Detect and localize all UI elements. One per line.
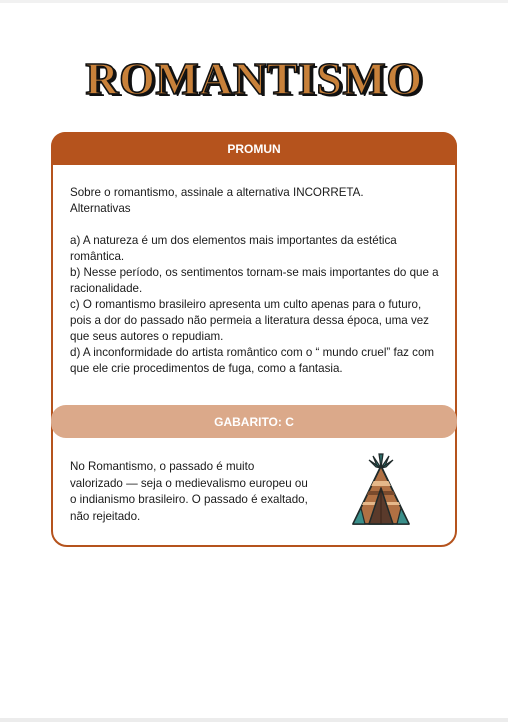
teepee-icon [349, 452, 413, 528]
card-header: PROMUN [51, 132, 457, 165]
answer-key: GABARITO: C [51, 405, 457, 438]
top-edge [0, 0, 508, 3]
alternative-d: d) A inconformidade do artista romântico com o “ mundo cruel” faz com que ele crie procedimentos de fuga, como a fantasia. [70, 346, 435, 375]
question-text [70, 185, 442, 377]
alternative-c: c) O romantismo brasileiro apresenta um culto apenas para o futuro, pois a dor do passado não permeia a literatura dessa época, uma vez que seus autores o repudiam. [70, 298, 429, 343]
question-card [51, 132, 457, 547]
alternatives-label: Alternativas [70, 202, 131, 215]
question-prompt: Sobre o romantismo, assinale a alternativa INCORRETA. [70, 186, 364, 199]
bottom-edge [0, 718, 508, 722]
page-title: ROMANTISMO [85, 53, 423, 104]
alternative-b: b) Nesse período, os sentimentos tornam-se mais importantes do que a racionalidade. [70, 266, 439, 295]
explanation-text: No Romantismo, o passado é muito valorizado — seja o medievalismo europeu ou o indianismo brasileiro. O passado é exaltado, não rejeitado. [70, 460, 308, 523]
alternative-a: a) A natureza é um dos elementos mais importantes da estética romântica. [70, 234, 397, 263]
